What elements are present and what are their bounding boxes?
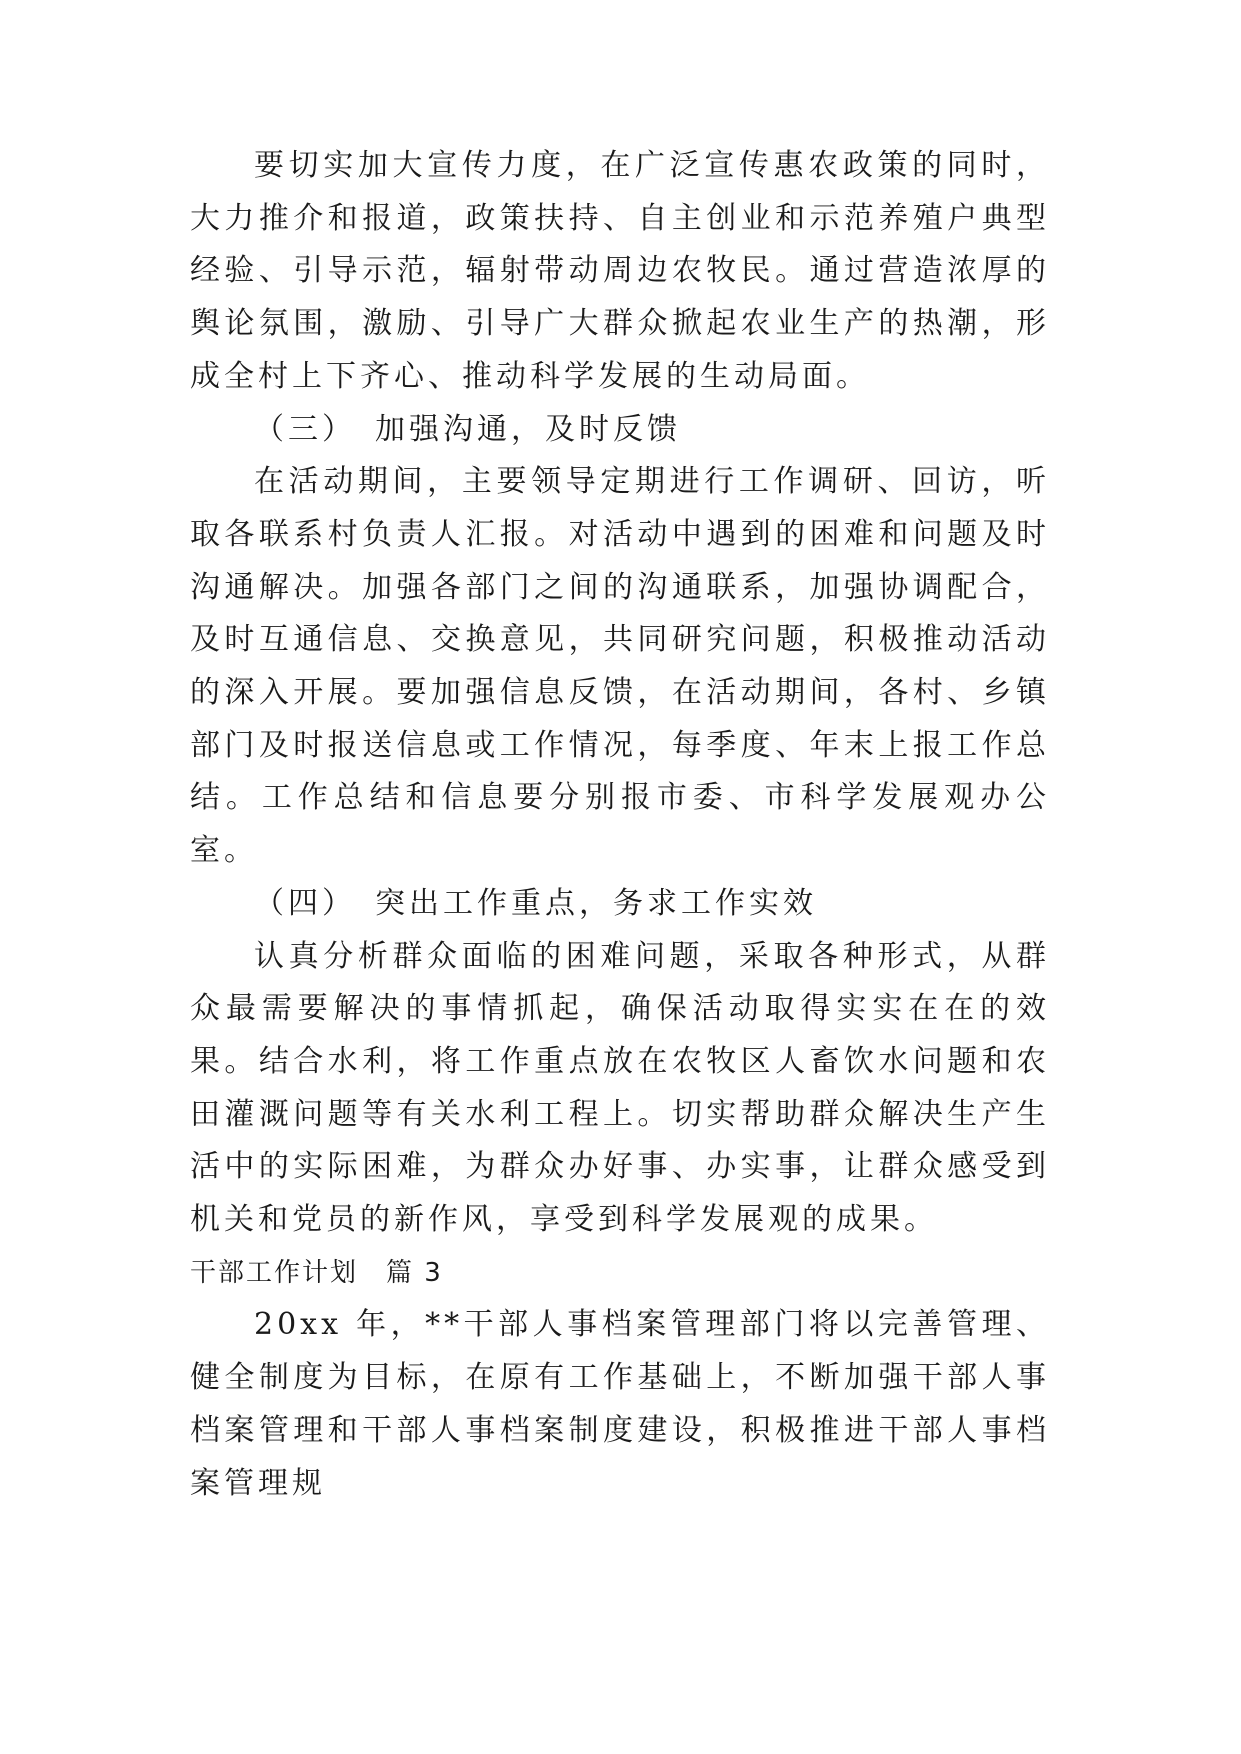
paragraph-archive-management: 20xx 年，**干部人事档案管理部门将以完善管理、健全制度为目标，在原有工作基础上，不断加强干部人事档案管理和干部人事档案制度建设，积极推进干部人事档案管理规	[190, 1307, 1050, 1501]
document-page	[190, 140, 1050, 1510]
paragraph-communication: 在活动期间，主要领导定期进行工作调研、回访，听取各联系村负责人汇报。对活动中遇到的困难和问题及时沟通解决。加强各部门之间的沟通联系，加强协调配合，及时互通信息、交换意见，共同研究问题，积极推动活动的深入开展。要加强信息反馈，在活动期间，各村、乡镇部门及时报送信息或工作情况，每季度、年末上报工作总结。工作总结和信息要分别报市委、市科学发展观办公室。	[190, 464, 1050, 869]
subheading-communication: （三） 加强沟通，及时反馈	[254, 411, 681, 447]
subheading-work-focus: （四） 突出工作重点，务求工作实效	[254, 885, 817, 921]
section-heading: 干部工作计划 篇 3	[190, 1257, 443, 1288]
paragraph-work-focus: 认真分析群众面临的困难问题，采取各种形式，从群众最需要解决的事情抓起，确保活动取得实实在在的效果。结合水利，将工作重点放在农牧区人畜饮水问题和农田灌溉问题等有关水利工程上。切实帮助群众解决生产生活中的实际困难，为群众办好事、办实事，让群众感受到机关和党员的新作风，享受到科学发展观的成果。	[190, 938, 1050, 1238]
paragraph-publicity: 要切实加大宣传力度，在广泛宣传惠农政策的同时，大力推介和报道，政策扶持、自主创业和示范养殖户典型经验、引导示范，辐射带动周边农牧民。通过营造浓厚的舆论氛围，激励、引导广大群众掀起农业生产的热潮，形成全村上下齐心、推动科学发展的生动局面。	[190, 148, 1050, 394]
